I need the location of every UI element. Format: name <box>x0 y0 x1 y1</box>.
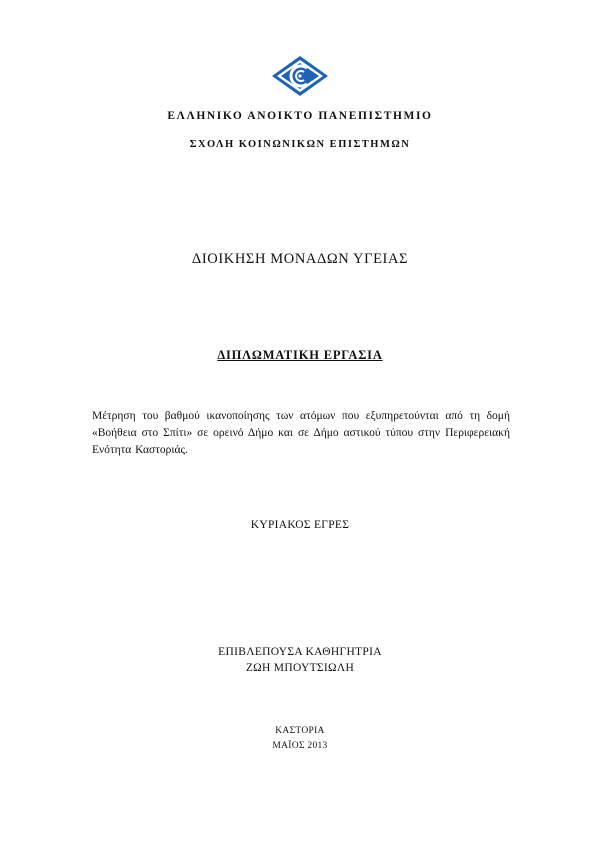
date: ΜΑΪΟΣ 2013 <box>272 741 328 751</box>
thesis-title: Μέτρηση του βαθμού ικανοποίησης των ατόμων που εξυπηρετούνται από τη δομή «Βοήθεια στο Σπίτι» σε ορεινό Δήμο και σε Δήμο αστικού τύπου στην Περιφερειακή Ενότητα Καστοριάς. <box>92 410 510 456</box>
thesis-type-heading: ΔΙΠΛΩΜΑΤΙΚΗ ΕΡΓΑΣΙΑ <box>217 348 383 362</box>
university-emblem-icon <box>271 55 329 97</box>
university-name: ΕΛΛΗΝΙΚΟ ΑΝΟΙΚΤΟ ΠΑΝΕΠΙΣΤΗΜΙΟ <box>167 110 433 122</box>
supervisor-name: ΖΩΗ ΜΠΟΥΤΣΙΩΛΗ <box>245 662 355 674</box>
program-name: ΔΙΟΙΚΗΣΗ ΜΟΝΑΔΩΝ ΥΓΕΙΑΣ <box>191 251 409 267</box>
school-name: ΣΧΟΛΗ ΚΟΙΝΩΝΙΚΩΝ ΕΠΙΣΤΗΜΩΝ <box>189 139 411 150</box>
supervisor-role: ΕΠΙΒΛΕΠΟΥΣΑ ΚΑΘΗΓΗΤΡΙΑ <box>218 646 382 658</box>
city: ΚΑΣΤΟΡΙΑ <box>275 726 325 736</box>
author-name: ΚΥΡΙΑΚΟΣ ΕΓΡΕΣ <box>250 519 350 531</box>
